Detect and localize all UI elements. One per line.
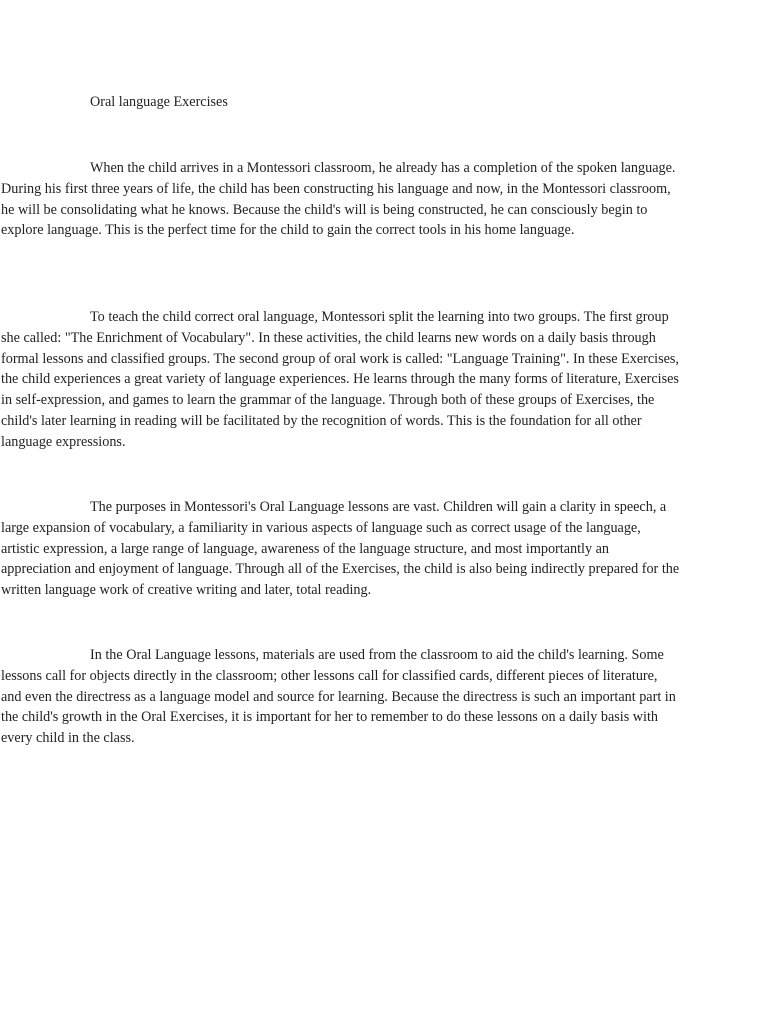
paragraph-2: To teach the child correct oral language, Montessori split the learning into two groups. The first group she called: "The Enrichment of Vocabulary". In these activities, the child learns new words on a daily basis through formal lessons and classified groups. The second group of oral work is called: "Language Training". In these Exercises, the child experiences a great variety of language experiences. He learns through the many forms of literature, Exercises in self-expression, and games to learn the grammar of the language. Through both of these groups of Exercises, the child's later learning in reading will be facilitated by the recognition of words. This is the foundation for all other language expressions. <box>1 309 679 450</box>
paragraph-3: The purposes in Montessori's Oral Language lessons are vast. Children will gain a clarity in speech, a large expansion of vocabulary, a familiarity in various aspects of language such as correct usage of the language, artistic expression, a large range of language, awareness of the language structure, and most importantly an appreciation and enjoyment of language. Through all of the Exercises, the child is also being indirectly prepared for the written language work of creative writing and later, total reading. <box>1 499 680 599</box>
document-title: Oral language Exercises <box>90 94 228 110</box>
paragraph-1: When the child arrives in a Montessori classroom, he already has a completion of the spoken language. During his first three years of life, the child has been constructing his language and now, in the Montessori classroom, he will be consolidating what he knows. Because the child's will is being constructed, he can consciously begin to explore language. This is the perfect time for the child to gain the correct tools in his home language. <box>1 160 676 239</box>
paragraph-4: In the Oral Language lessons, materials are used from the classroom to aid the child's learning. Some lessons call for objects directly in the classroom; other lessons call for classified cards, different pieces of literature, and even the directress as a language model and source for learning. Because the directress is such an important part in the child's growth in the Oral Exercises, it is important for her to remember to do these lessons on a daily basis with every child in the class. <box>1 647 676 747</box>
